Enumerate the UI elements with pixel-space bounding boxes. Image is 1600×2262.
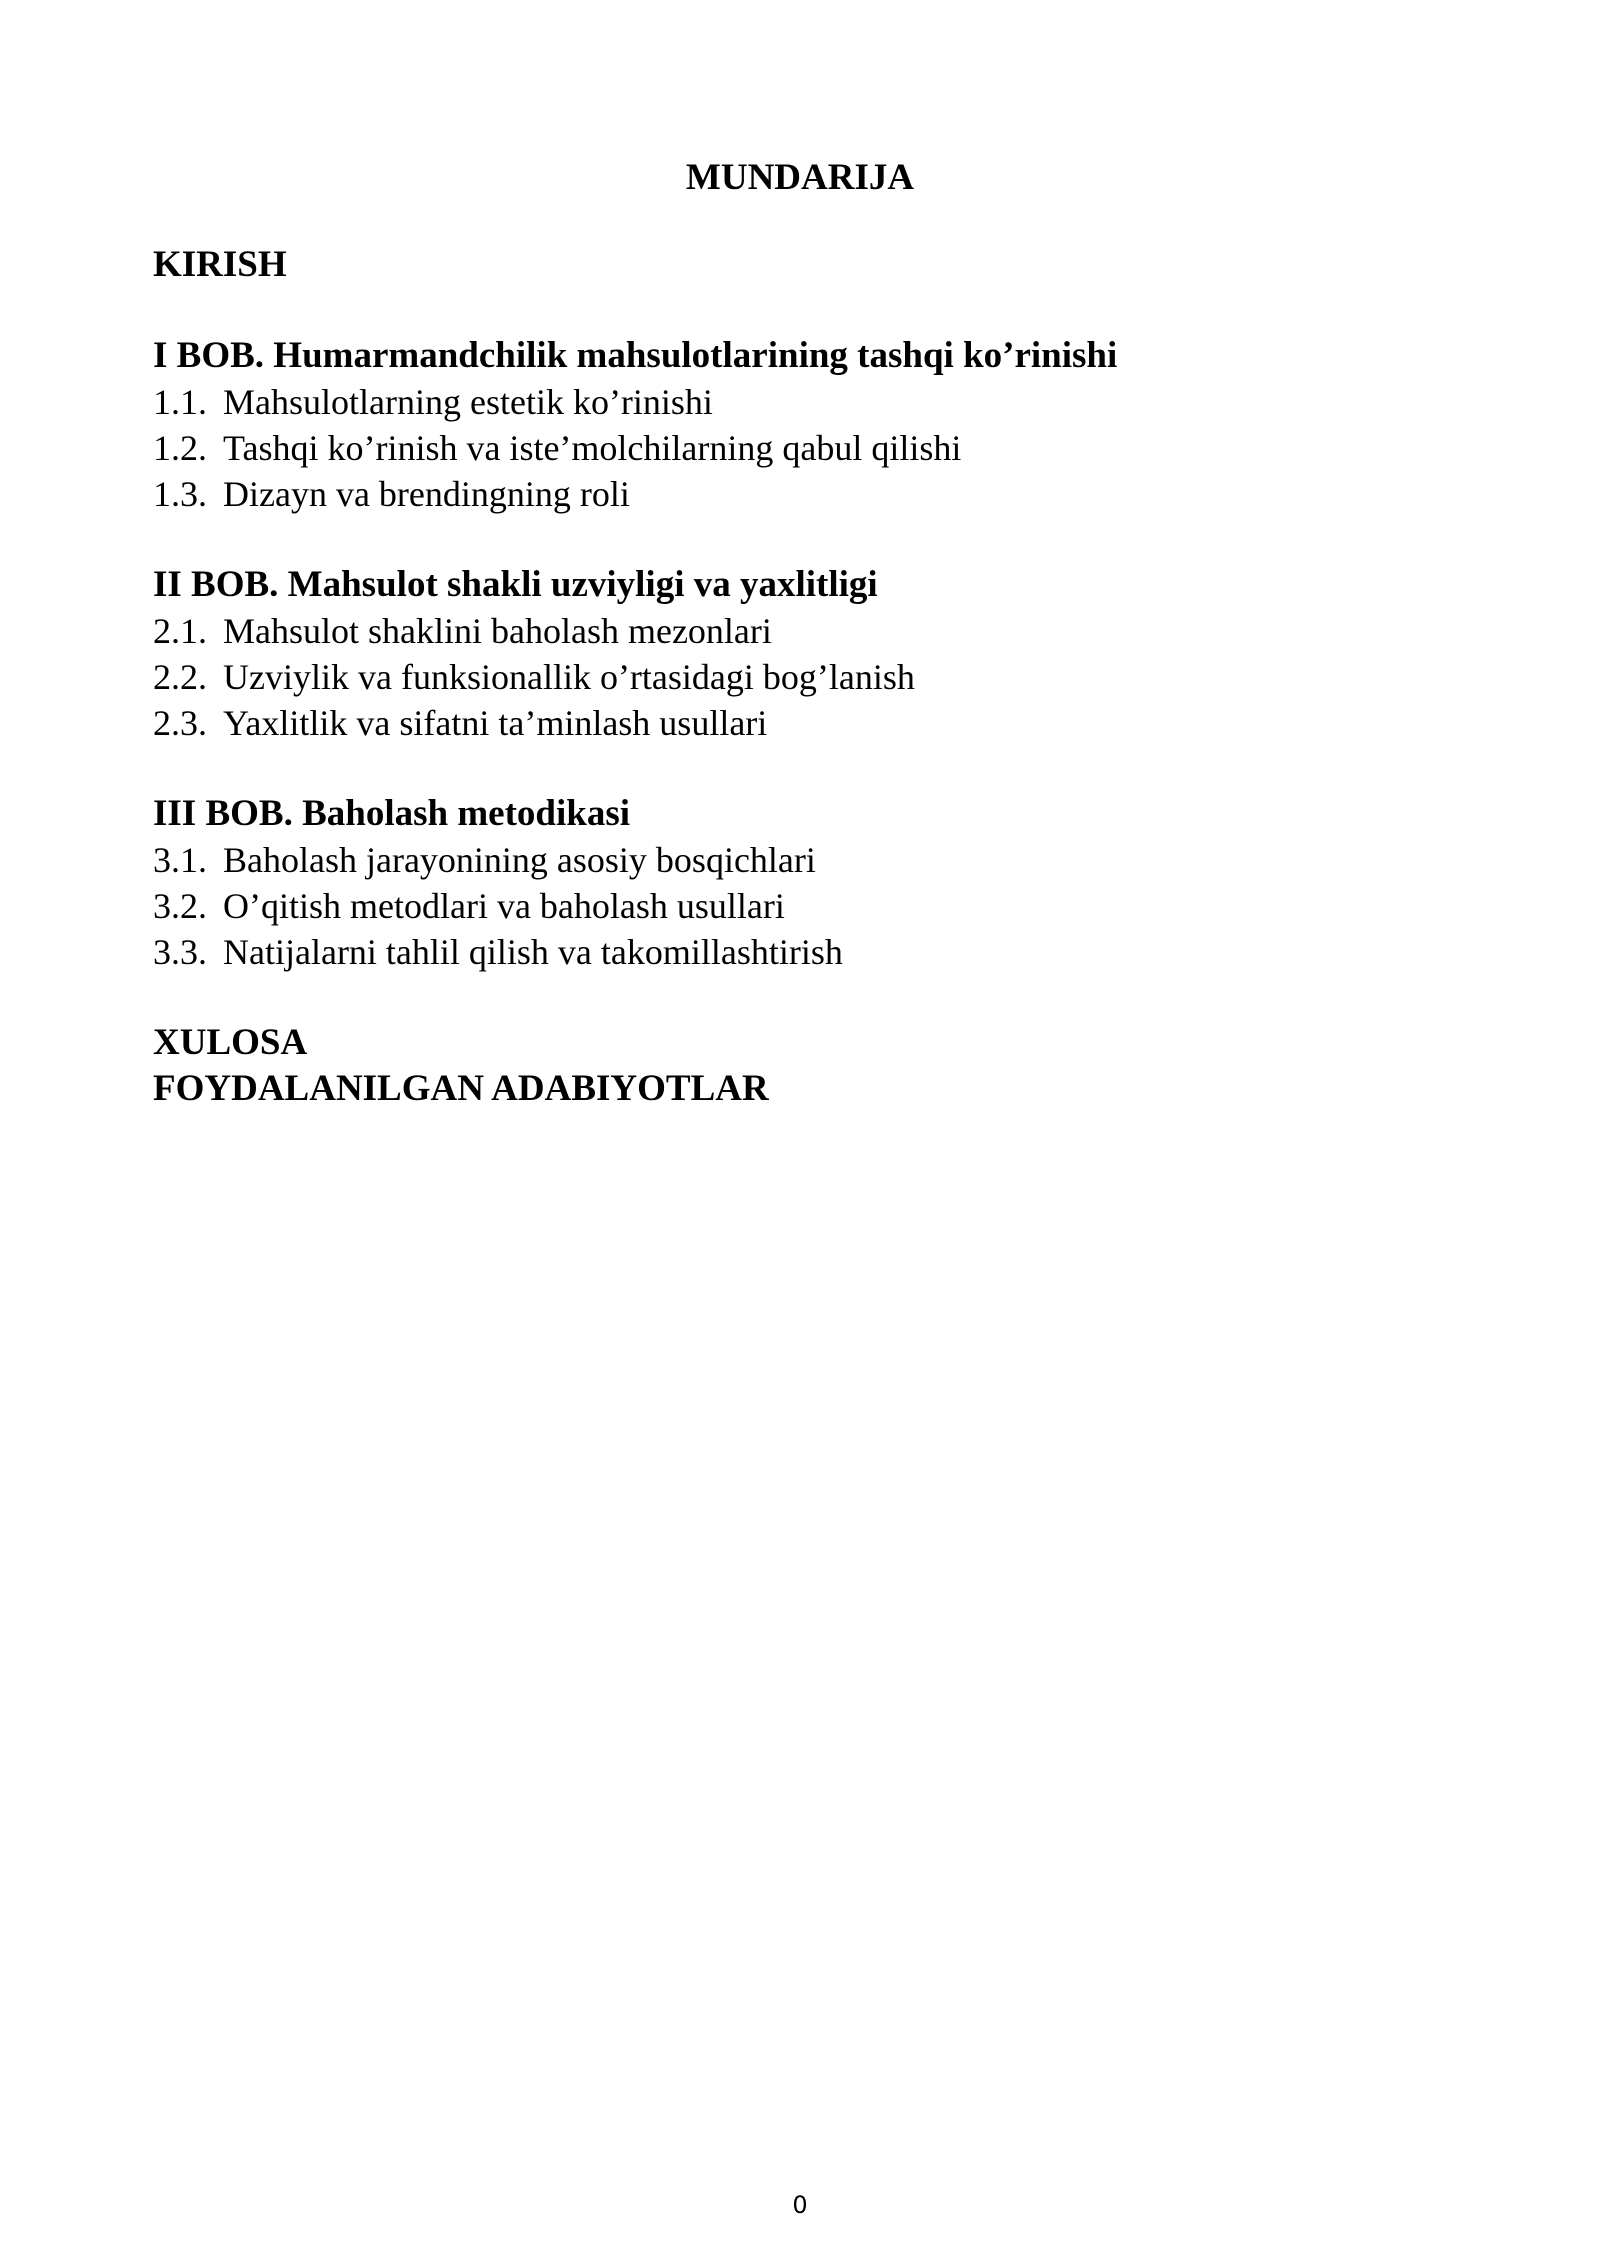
section-entry <box>153 608 1473 654</box>
section-entry <box>153 425 1473 471</box>
toc-entry-conclusion: XULOSA <box>153 1022 308 1063</box>
table-of-contents <box>153 242 1473 1112</box>
section-number: 1.1. <box>153 382 207 422</box>
section-entry <box>153 700 1473 746</box>
section-number: 1.2. <box>153 428 207 468</box>
section-entry <box>153 654 1473 700</box>
section-number: 2.2. <box>153 657 207 697</box>
section-number: 3.3. <box>153 932 207 972</box>
chapter-title: III BOB. Baholash metodikasi <box>153 793 631 834</box>
section-number: 1.3. <box>153 474 207 514</box>
page-number: 0 <box>792 2191 808 2219</box>
section-entry <box>153 883 1473 929</box>
chapter-title: I BOB. Humarmandchilik mahsulotlarining tashqi ko’rinishi <box>153 335 1118 376</box>
section-title: Uzviylik va funksionallik o’rtasidagi bog’lanish <box>223 657 915 697</box>
section-number: 3.2. <box>153 886 207 926</box>
section-title: Mahsulotlarning estetik ko’rinishi <box>223 382 713 422</box>
section-number: 3.1. <box>153 840 207 880</box>
chapter-2 <box>153 562 1473 746</box>
toc-ending <box>153 1020 1473 1112</box>
section-title: Dizayn va brendingning roli <box>223 474 630 514</box>
section-title: Tashqi ko’rinish va iste’molchilarning qabul qilishi <box>223 428 962 468</box>
section-entry <box>153 471 1473 517</box>
toc-title: MUNDARIJA <box>685 157 915 198</box>
section-entry <box>153 379 1473 425</box>
section-title: Yaxlitlik va sifatni ta’minlash usullari <box>223 703 768 743</box>
section-title: O’qitish metodlari va baholash usullari <box>223 886 785 926</box>
section-number: 2.1. <box>153 611 207 651</box>
section-title: Natijalarni tahlil qilish va takomillashtirish <box>223 932 843 972</box>
toc-entry-references: FOYDALANILGAN ADABIYOTLAR <box>153 1068 769 1109</box>
toc-entry-intro: KIRISH <box>153 244 287 285</box>
section-entry <box>153 929 1473 975</box>
section-number: 2.3. <box>153 703 207 743</box>
section-title: Baholash jarayonining asosiy bosqichlari <box>223 840 816 880</box>
section-entry <box>153 837 1473 883</box>
chapter-title: II BOB. Mahsulot shakli uzviyligi va yaxlitligi <box>153 564 878 605</box>
chapter-3 <box>153 791 1473 975</box>
section-title: Mahsulot shaklini baholash mezonlari <box>223 611 772 651</box>
chapter-1 <box>153 333 1473 517</box>
